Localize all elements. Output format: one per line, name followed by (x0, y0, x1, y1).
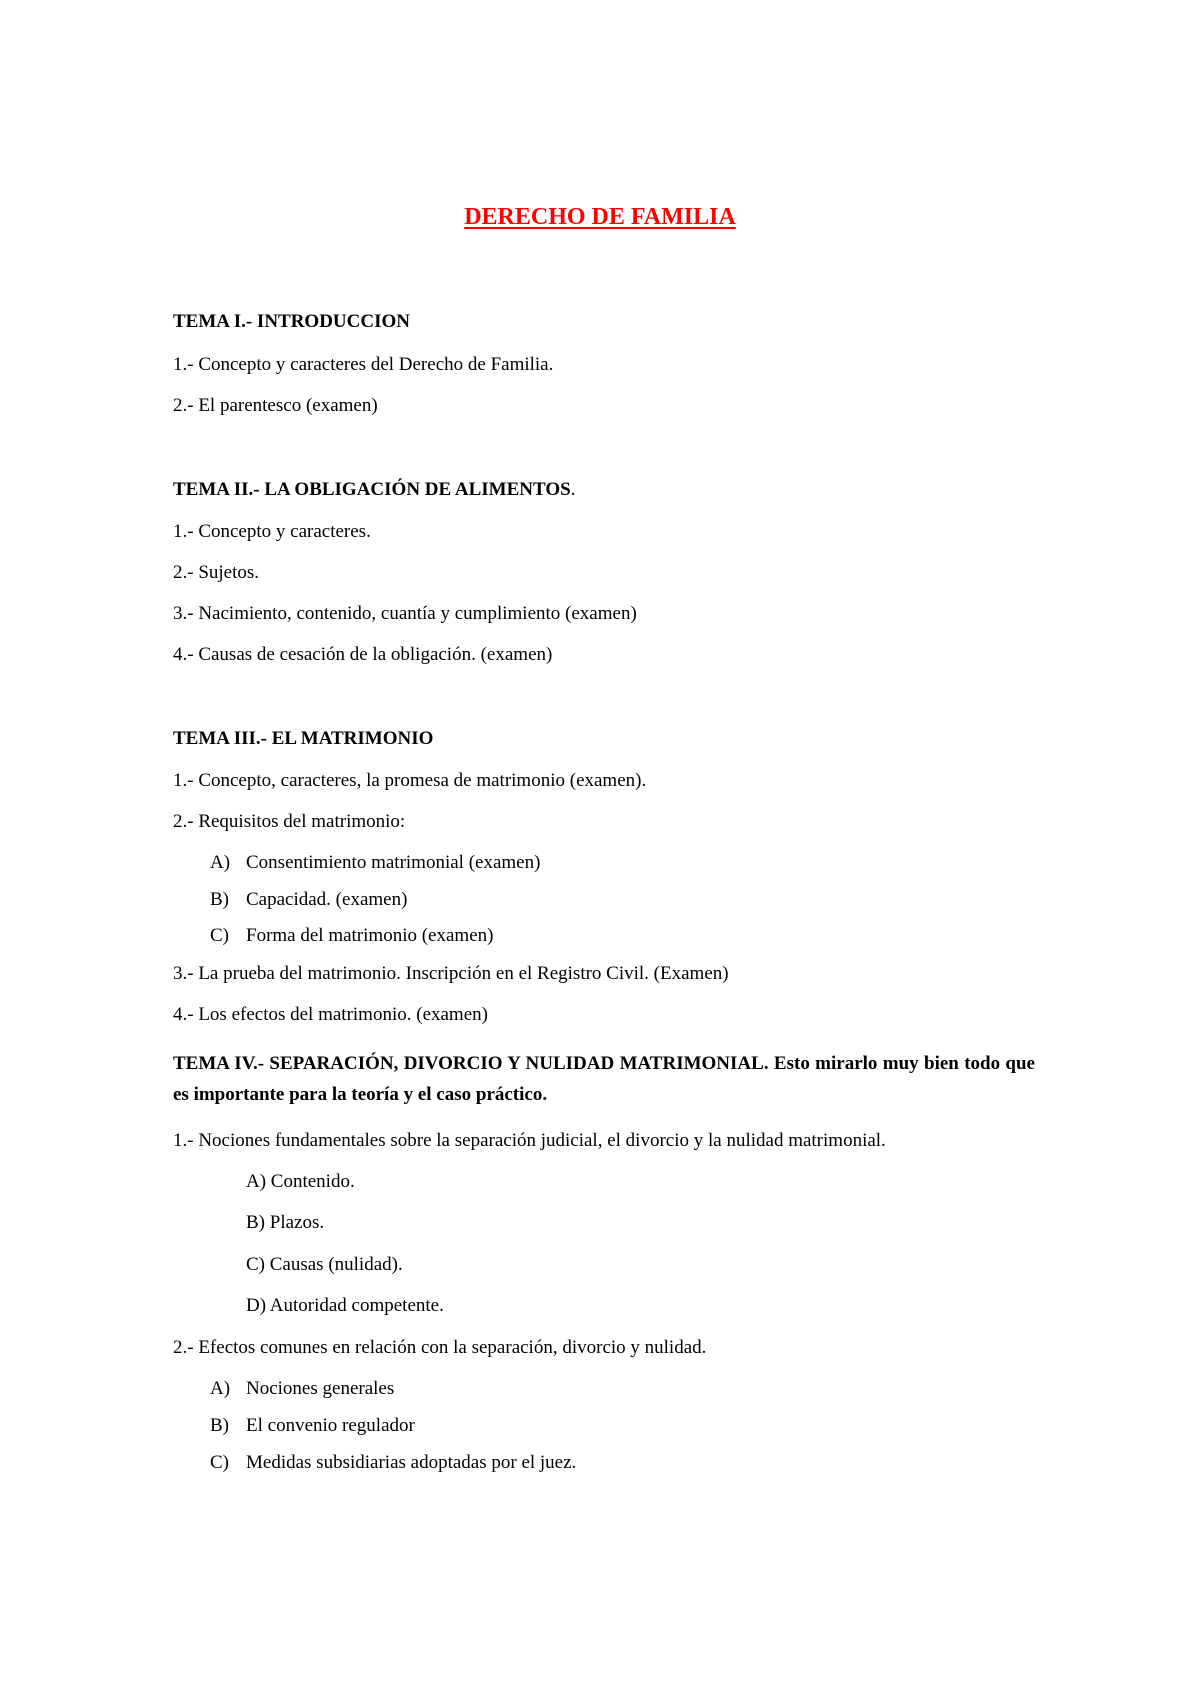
tema-2-item-1: 1.- Concepto y caracteres. (173, 521, 371, 542)
tema-3-heading: TEMA III.- EL MATRIMONIO (173, 728, 434, 749)
tema-4-subitem2-letter: A) (210, 1378, 231, 1399)
tema-1-heading: TEMA I.- INTRODUCCION (173, 311, 410, 332)
tema-1-item-1: 1.- Concepto y caracteres del Derecho de Familia. (173, 354, 554, 375)
tema-3-subitem-text: Capacidad. (examen) (246, 889, 408, 910)
document-title: DERECHO DE FAMILIA (464, 204, 736, 230)
tema-4-item-2: 2.- Efectos comunes en relación con la separación, divorcio y nulidad. (173, 1337, 707, 1358)
tema-2-item-4: 4.- Causas de cesación de la obligación. (examen) (173, 644, 553, 665)
tema-4-subitem: B) Plazos. (246, 1212, 325, 1233)
tema-2-item-3: 3.- Nacimiento, contenido, cuantía y cumplimiento (examen) (173, 603, 637, 624)
tema-4-item-1: 1.- Nociones fundamentales sobre la separación judicial, el divorcio y la nulidad matrimonial. (173, 1130, 886, 1151)
tema-3-subitem-text: Consentimiento matrimonial (examen) (246, 852, 541, 873)
tema-4-subitem2-letter: C) (210, 1452, 229, 1473)
tema-4-subitem: A) Contenido. (246, 1171, 355, 1192)
tema-3-item-1: 1.- Concepto, caracteres, la promesa de matrimonio (examen). (173, 770, 647, 791)
tema-2-heading-line (173, 478, 575, 502)
tema-1-item-2: 2.- El parentesco (examen) (173, 395, 378, 416)
tema-3-item-2: 2.- Requisitos del matrimonio: (173, 811, 406, 832)
tema-4-subitem2-text: Nociones generales (246, 1378, 395, 1399)
tema-4-heading-note: Esto mirarlo muy bien todo que es importante para la teoría y el caso práctico. (173, 1053, 1035, 1105)
tema-3-subitem-text: Forma del matrimonio (examen) (246, 925, 494, 946)
tema-4-subitem2-text: Medidas subsidiarias adoptadas por el juez. (246, 1452, 577, 1473)
tema-3-item-3: 3.- La prueba del matrimonio. Inscripción en el Registro Civil. (Examen) (173, 963, 729, 984)
tema-3-item-4: 4.- Los efectos del matrimonio. (examen) (173, 1004, 488, 1025)
tema-4-subitem: D) Autoridad competente. (246, 1295, 444, 1316)
tema-3-subitem-letter: B) (210, 889, 229, 910)
tema-2-item-2: 2.- Sujetos. (173, 562, 260, 583)
tema-3-subitem-letter: A) (210, 852, 231, 873)
tema-3-subitem-letter: C) (210, 925, 229, 946)
tema-4-subitem2-letter: B) (210, 1415, 229, 1436)
tema-4-subitem2-text: El convenio regulador (246, 1415, 415, 1436)
tema-4-subitem: C) Causas (nulidad). (246, 1254, 403, 1275)
tema-2-heading-tail: . (570, 479, 576, 500)
tema-4-heading-paragraph (173, 1048, 1035, 1110)
tema-2-heading: TEMA II.- LA OBLIGACIÓN DE ALIMENTOS (173, 479, 571, 500)
tema-4-heading: TEMA IV.- SEPARACIÓN, DIVORCIO Y NULIDAD MATRIMONIAL. (173, 1053, 769, 1074)
